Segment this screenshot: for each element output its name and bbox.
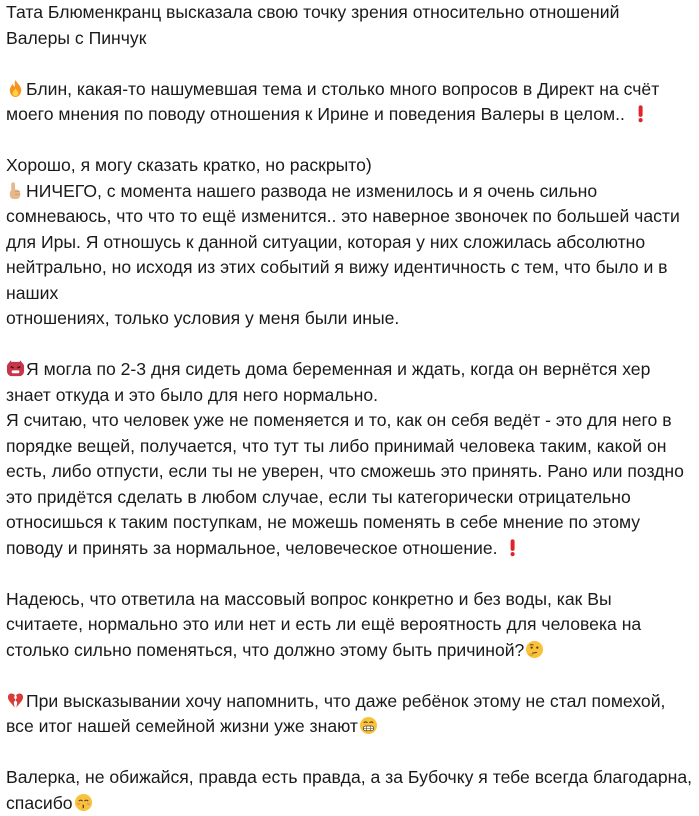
paragraph-question xyxy=(6,587,696,664)
red-exclamation-icon xyxy=(503,538,522,557)
paragraph-closing xyxy=(6,765,696,816)
kissing-face-icon xyxy=(74,793,93,812)
paragraph-line: есть, либо отпусти, если ты не уверен, что сможешь это принять. Рано или поздно xyxy=(6,461,684,481)
paragraph-line: для Иры. Я отношусь к данной ситуации, которая у них сложилась абсолютно xyxy=(6,231,646,252)
paragraph-line: моего мнения по поводу отношения к Ирине и поведения Валеры в целом.. xyxy=(6,104,625,124)
paragraph-line: Я могла по 2-3 дня сидеть дома беременная и ждать, когда он вернётся хер xyxy=(26,359,651,379)
red-exclamation-icon xyxy=(631,104,650,123)
grimacing-face-icon xyxy=(359,716,378,735)
paragraph-line: Я считаю, что человек уже не поменяется и то, как он себя ведёт - это для него в xyxy=(6,410,672,430)
paragraph-line: нейтрально, но исходя из этих событий я вижу идентичность с тем, что было и в xyxy=(6,257,668,277)
paragraph-line: считаете, нормально это или нет и есть ли ещё вероятность для человека на xyxy=(6,614,642,634)
thinking-face-icon xyxy=(525,640,544,659)
post-body xyxy=(6,0,696,816)
paragraph-line: Валерка, не обижайся, правда есть правда, а за Бубочку я тебе всегда благодарна, xyxy=(6,767,693,787)
paragraph-line: Блин, какая-то нашумевшая тема и столько много вопросов в Директ на счёт xyxy=(26,78,660,99)
paragraph-line: столько сильно поменяться, что должно этому быть причиной? xyxy=(6,639,525,660)
index-finger-up-icon xyxy=(6,181,25,200)
paragraph-answer xyxy=(6,153,696,332)
paragraph-line: При высказывании хочу напомнить, что даже ребёнок этому не стал помехой, xyxy=(26,690,666,711)
angry-face-icon xyxy=(6,359,25,378)
broken-heart-icon xyxy=(6,691,25,710)
paragraph-intro xyxy=(6,77,696,128)
paragraph-experience xyxy=(6,357,696,561)
paragraph-line: порядке вещей, получается, что тут ты либо принимай человека таким, какой он xyxy=(6,435,667,456)
paragraph-line: знает откуда и это было для него нормально. xyxy=(6,384,379,405)
paragraph-line: наших xyxy=(6,282,59,303)
paragraph-line: Хорошо, я могу сказать кратко, но раскрыто) xyxy=(6,155,372,175)
paragraph-line: сомневаюсь, что что то ещё изменится.. это наверное звоночек по большей части xyxy=(6,206,680,226)
paragraph-line: Надеюсь, что ответила на массовый вопрос конкретно и без воды, как Вы xyxy=(6,588,612,609)
paragraph-line: спасибо xyxy=(6,792,73,813)
paragraph-line: поводу и принять за нормальное, человеческое отношение. xyxy=(6,537,498,558)
post-title xyxy=(6,0,696,51)
paragraph-line: это придётся сделать в любом случае, если ты категорически отрицательно xyxy=(6,486,631,507)
paragraph-reminder xyxy=(6,689,696,740)
fire-icon xyxy=(6,79,25,98)
title-line: Валеры с Пинчук xyxy=(6,27,147,48)
paragraph-line: отношениях, только условия у меня были иные. xyxy=(6,308,400,328)
paragraph-line: все итог нашей семейной жизни уже знают xyxy=(6,716,358,736)
paragraph-line: НИЧЕГО, с момента нашего развода не изменилось и я очень сильно xyxy=(26,180,598,201)
paragraph-line: относишься к таким поступкам, не можешь поменять в себе мнение по этому xyxy=(6,512,641,532)
title-line: Тата Блюменкранц высказала свою точку зрения относительно отношений xyxy=(6,2,620,22)
